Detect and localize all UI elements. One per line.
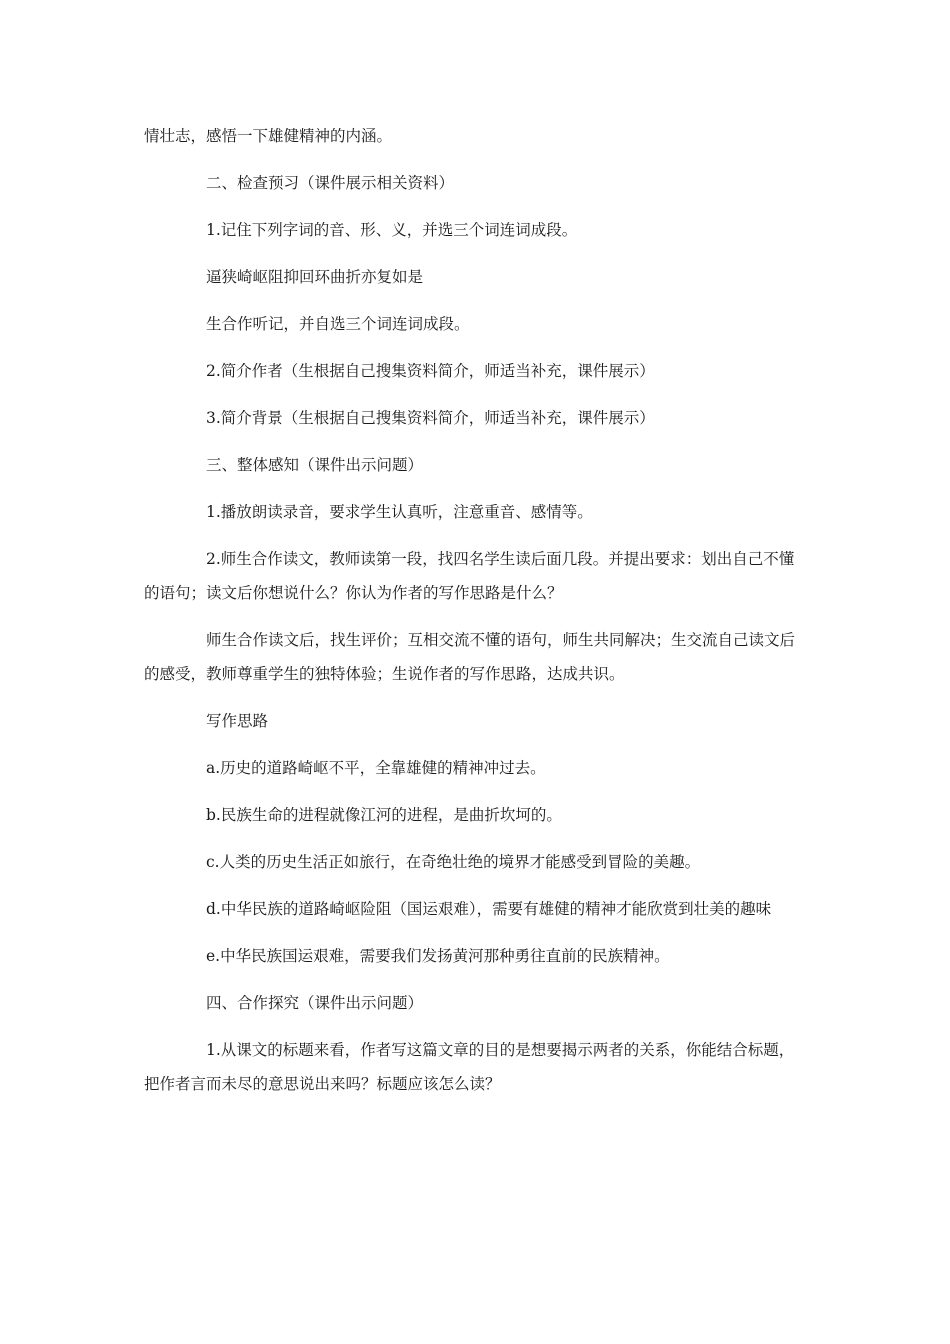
paragraph: 2.师生合作读文，教师读第一段，找四名学生读后面几段。并提出要求：划出自己不懂的语句；读文后你想说什么？你认为作者的写作思路是什么？ (144, 550, 795, 602)
list-item: e.中华民族国运艰难，需要我们发扬黄河那种勇往直前的民族精神。 (206, 947, 670, 965)
paragraph: 逼狭崎岖阻抑回环曲折亦复如是 (206, 268, 424, 286)
paragraph: 1.记住下列字词的音、形、义，并选三个词连词成段。 (206, 221, 578, 239)
list-item: a.历史的道路崎岖不平，全靠雄健的精神冲过去。 (206, 759, 546, 777)
paragraph: 情壮志，感悟一下雄健精神的内涵。 (144, 127, 393, 145)
subheading: 写作思路 (206, 712, 269, 730)
list-item: b.民族生命的进程就像江河的进程，是曲折坎坷的。 (206, 806, 562, 824)
paragraph: 2.简介作者（生根据自己搜集资料简介，师适当补充，课件展示） (206, 362, 655, 380)
paragraph: 师生合作读文后，找生评价；互相交流不懂的语句，师生共同解决；生交流自己读文后的感受，教师尊重学生的独特体验；生说作者的写作思路，达成共识。 (144, 631, 796, 683)
section-heading: 三、整体感知（课件出示问题） (206, 456, 424, 474)
document-body (144, 119, 808, 1114)
paragraph: 1.从课文的标题来看，作者写这篇文章的目的是想要揭示两者的关系，你能结合标题，把作者言而未尽的意思说出来吗？标题应该怎么读？ (144, 1041, 795, 1093)
paragraph: 3.简介背景（生根据自己搜集资料简介，师适当补充，课件展示） (206, 409, 655, 427)
paragraph: 1.播放朗读录音，要求学生认真听，注意重音、感情等。 (206, 503, 593, 521)
list-item: c.人类的历史生活正如旅行，在奇绝壮绝的境界才能感受到冒险的美趣。 (206, 853, 701, 871)
list-item: d.中华民族的道路崎岖险阻（国运艰难），需要有雄健的精神才能欣赏到壮美的趣味 (206, 900, 772, 918)
paragraph: 生合作听记，并自选三个词连词成段。 (206, 315, 470, 333)
section-heading: 四、合作探究（课件出示问题） (206, 994, 424, 1012)
section-heading: 二、检查预习（课件展示相关资料） (206, 174, 455, 192)
